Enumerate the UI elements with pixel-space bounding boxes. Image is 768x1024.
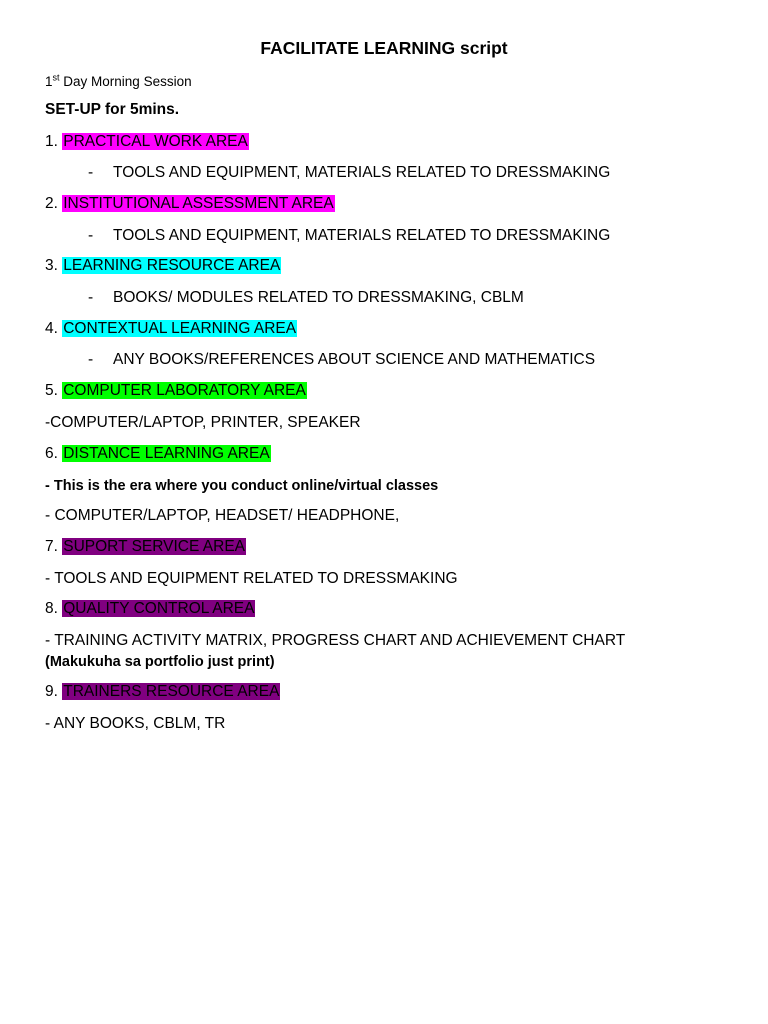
bullet-dash: - [88,289,94,306]
area-item-3 [45,256,281,276]
area-label-institutional-assessment: INSTITUTIONAL ASSESSMENT AREA [63,195,334,212]
bullet-dash: - [88,227,94,244]
session-label-rest: Day Morning Session [59,74,192,89]
area-detail-6b: - COMPUTER/LAPTOP, HEADSET/ HEADPHONE, [45,507,400,524]
area-label-contextual-learning: CONTEXTUAL LEARNING AREA [63,320,297,337]
area-number: 1. [45,133,63,150]
area-item-7 [45,537,246,557]
area-detail-3 [88,288,524,308]
area-item-2 [45,194,335,214]
area-item-1 [45,132,249,152]
area-detail-text: TOOLS AND EQUIPMENT, MATERIALS RELATED TO DRESSMAKING [113,164,611,181]
session-label [45,72,192,92]
area-number: 9. [45,683,63,700]
area-detail-6a: - This is the era where you conduct online/virtual classes [45,478,439,494]
area-number: 4. [45,320,63,337]
area-number: 7. [45,538,63,555]
area-detail-9: - ANY BOOKS, CBLM, TR [45,715,226,732]
area-detail-8a: - TRAINING ACTIVITY MATRIX, PROGRESS CHART AND ACHIEVEMENT CHART [45,632,626,649]
area-detail-2 [88,226,610,246]
area-item-8 [45,599,255,619]
area-label-computer-laboratory: COMPUTER LABORATORY AREA [63,382,306,399]
area-detail-5: -COMPUTER/LAPTOP, PRINTER, SPEAKER [45,414,361,431]
area-item-4 [45,319,297,339]
area-detail-4 [88,350,595,370]
area-label-support-service: SUPORT SERVICE AREA [63,538,245,555]
session-day-number: 1 [45,74,53,89]
area-detail-text: ANY BOOKS/REFERENCES ABOUT SCIENCE AND MATHEMATICS [113,351,596,368]
area-detail-text: TOOLS AND EQUIPMENT, MATERIALS RELATED TO DRESSMAKING [113,227,611,244]
area-label-trainers-resource: TRAINERS RESOURCE AREA [63,683,280,700]
area-number: 3. [45,257,63,274]
area-number: 2. [45,195,63,212]
area-number: 5. [45,382,63,399]
area-item-5 [45,381,307,401]
area-number: 8. [45,600,63,617]
bullet-dash: - [88,351,94,368]
session-day-suffix: st [52,72,60,83]
area-number: 6. [45,445,63,462]
area-label-quality-control: QUALITY CONTROL AREA [63,600,255,617]
area-label-practical-work: PRACTICAL WORK AREA [63,133,248,150]
area-item-6 [45,444,271,464]
area-detail-7: - TOOLS AND EQUIPMENT RELATED TO DRESSMAKING [45,570,458,587]
area-item-9 [45,682,280,702]
area-label-learning-resource: LEARNING RESOURCE AREA [63,257,281,274]
area-detail-8b: (Makukuha sa portfolio just print) [45,654,275,670]
area-detail-1 [88,163,610,183]
setup-line: SET-UP for 5mins. [45,101,180,118]
area-detail-text: BOOKS/ MODULES RELATED TO DRESSMAKING, CBLM [113,289,524,306]
document-title: FACILITATE LEARNING script [260,38,508,58]
bullet-dash: - [88,164,94,181]
area-label-distance-learning: DISTANCE LEARNING AREA [63,445,270,462]
